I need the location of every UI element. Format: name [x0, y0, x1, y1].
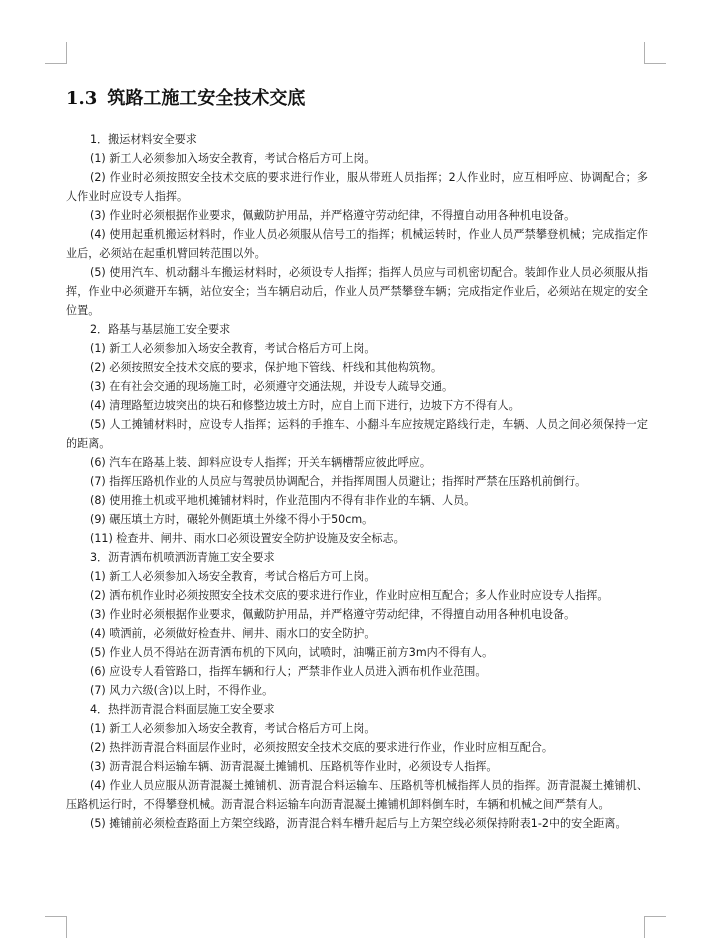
paragraph: (5) 人工摊铺材料时，应设专人指挥；运料的手推车、小翻斗车应按规定路线行走，车辆、人员之间必须保持一定的距离。	[66, 418, 648, 450]
crop-mark-top-right	[644, 42, 666, 64]
paragraph: (8) 使用推土机或平地机摊铺材料时，作业范围内不得有非作业的车辆、人员。	[90, 494, 476, 507]
document-body	[66, 130, 648, 833]
section-title: 2．路基与基层施工安全要求	[90, 323, 231, 336]
paragraph: (1) 新工人必须参加入场安全教育，考试合格后方可上岗。	[90, 342, 376, 355]
page-heading	[66, 86, 305, 112]
section-2	[66, 320, 648, 548]
section-title: 3．沥青洒布机喷洒沥青施工安全要求	[90, 551, 275, 564]
paragraph: (5) 作业人员不得站在沥青洒布机的下风向，试喷时，油嘴正前方3m内不得有人。	[90, 646, 494, 659]
paragraph: (11) 检查井、闸井、雨水口必须设置安全防护设施及安全标志。	[90, 532, 405, 545]
paragraph: (3) 在有社会交通的现场施工时，必须遵守交通法规，并设专人疏导交通。	[90, 380, 454, 393]
paragraph: (4) 使用起重机搬运材料时，作业人员必须服从信号工的指挥；机械运转时，作业人员严禁攀登机械；完成指定作业后，必须站在起重机臂回转范围以外。	[66, 228, 648, 260]
section-3	[66, 548, 648, 700]
section-title: 1．搬运材料安全要求	[90, 133, 197, 146]
paragraph: (2) 洒布机作业时必须按照安全技术交底的要求进行作业，作业时应相互配合；多人作业时应设专人指挥。	[90, 589, 609, 602]
paragraph: (6) 汽车在路基上装、卸料应设专人指挥；开关车辆槽帮应彼此呼应。	[90, 456, 431, 469]
section-title: 4．热拌沥青混合料面层施工安全要求	[90, 703, 275, 716]
paragraph: (7) 指挥压路机作业的人员应与驾驶员协调配合，并指挥周围人员避让；指挥时严禁在压路机前倒行。	[90, 475, 587, 488]
crop-mark-top-left	[45, 42, 67, 64]
paragraph: (1) 新工人必须参加入场安全教育，考试合格后方可上岗。	[90, 570, 376, 583]
paragraph: (4) 喷洒前，必须做好检查井、闸井、雨水口的安全防护。	[90, 627, 376, 640]
paragraph: (2) 必须按照安全技术交底的要求，保护地下管线、杆线和其他构筑物。	[90, 361, 443, 374]
paragraph: (6) 应设专人看管路口，指挥车辆和行人；严禁非作业人员进入洒布机作业范围。	[90, 665, 487, 678]
section-4	[66, 700, 648, 833]
section-1	[66, 130, 648, 320]
paragraph: (2) 作业时必须按照安全技术交底的要求进行作业，服从带班人员指挥；2人作业时，应互相呼应、协调配合；多人作业时应设专人指挥。	[66, 171, 648, 203]
paragraph: (3) 沥青混合料运输车辆、沥青混凝土摊铺机、压路机等作业时，必须设专人指挥。	[90, 760, 498, 773]
crop-mark-bottom-left	[45, 916, 67, 938]
paragraph: (2) 热拌沥青混合料面层作业时，必须按照安全技术交底的要求进行作业，作业时应相互配合。	[90, 741, 553, 754]
crop-mark-bottom-right	[644, 916, 666, 938]
heading-number: 1.3	[66, 88, 98, 109]
paragraph: (3) 作业时必须根据作业要求，佩戴防护用品，并严格遵守劳动纪律，不得擅自动用各种机电设备。	[90, 608, 576, 621]
paragraph: (1) 新工人必须参加入场安全教育，考试合格后方可上岗。	[90, 722, 376, 735]
paragraph: (4) 作业人员应服从沥青混凝土摊铺机、沥青混合料运输车、压路机等机械指挥人员的指挥。沥青混凝土摊铺机、压路机运行时，不得攀登机械。沥青混合料运输车向沥青混凝土摊铺机卸料倒车时，车辆和机械之间严禁有人。	[66, 779, 648, 811]
paragraph: (5) 摊铺前必须检查路面上方架空线路，沥青混合料车槽升起后与上方架空线必须保持附表1-2中的安全距离。	[90, 817, 627, 830]
paragraph: (1) 新工人必须参加入场安全教育，考试合格后方可上岗。	[90, 152, 376, 165]
paragraph: (7) 风力六级(含)以上时，不得作业。	[90, 684, 274, 697]
paragraph: (3) 作业时必须根据作业要求，佩戴防护用品，并严格遵守劳动纪律，不得擅自动用各种机电设备。	[90, 209, 576, 222]
paragraph: (9) 碾压填土方时，碾轮外侧距填土外缘不得小于50cm。	[90, 513, 374, 526]
paragraph: (4) 清理路堑边坡突出的块石和修整边坡土方时，应自上而下进行，边坡下方不得有人。	[90, 399, 520, 412]
heading-title: 筑路工施工安全技术交底	[107, 88, 306, 109]
paragraph: (5) 使用汽车、机动翻斗车搬运材料时，必须设专人指挥；指挥人员应与司机密切配合。装卸作业人员必须服从指挥，作业中必须避开车辆，站位安全；当车辆启动后，作业人员严禁攀登车辆；完成指定作业后，必须站在规定的安全位置。	[66, 266, 648, 317]
